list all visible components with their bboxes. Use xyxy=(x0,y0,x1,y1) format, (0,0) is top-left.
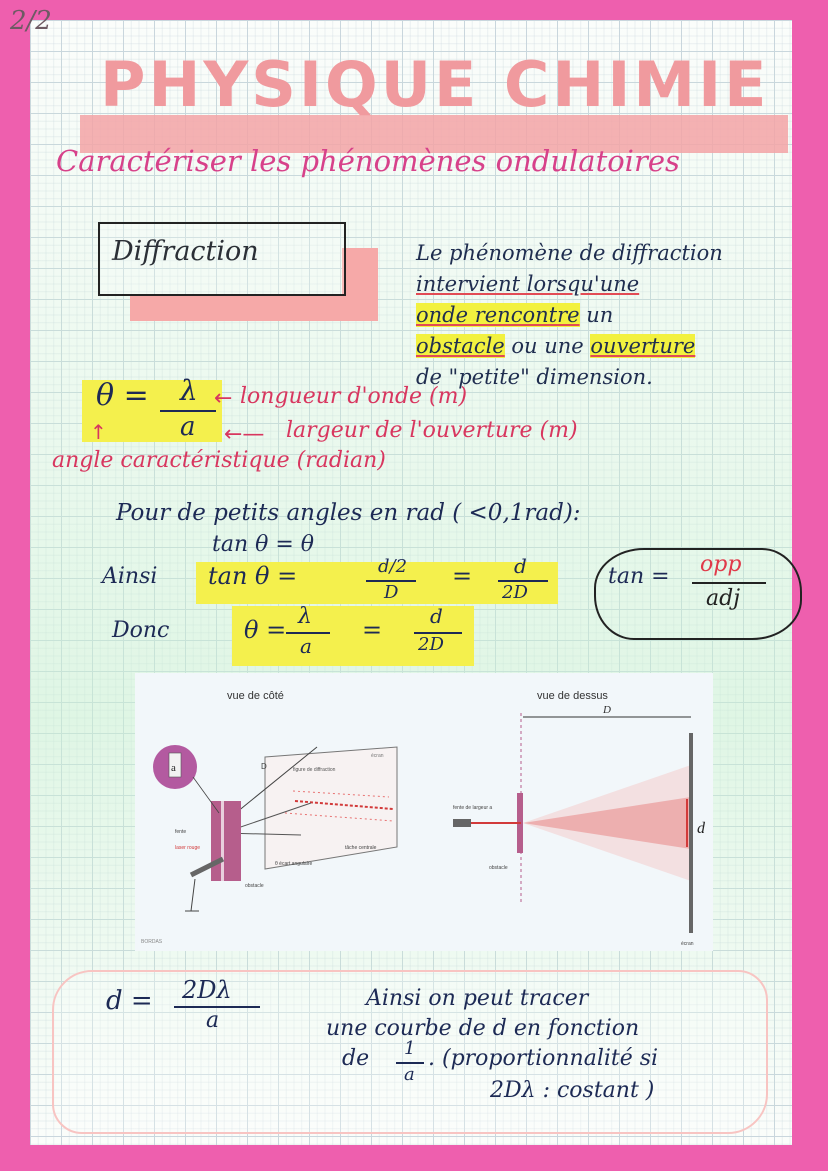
section-box-shadow xyxy=(130,295,378,321)
label-width: largeur de l'ouverture (m) xyxy=(286,418,578,443)
ainsi-frac1-den: D xyxy=(384,582,399,603)
label-wavelength: longueur d'onde (m) xyxy=(240,384,468,409)
definition-line-2: intervient lorsqu'une xyxy=(416,272,640,296)
formula-a: a xyxy=(180,412,196,442)
bottom-one: 1 xyxy=(404,1038,416,1059)
cloud-adj: adj xyxy=(706,586,741,611)
top-screen xyxy=(689,733,693,933)
credit-label: BORDAS xyxy=(141,939,163,945)
top-ecran-label: écran xyxy=(681,941,694,947)
section-box-side xyxy=(342,248,378,295)
top-view-title: vue de dessus xyxy=(537,690,608,702)
donc-label: Donc xyxy=(112,618,170,643)
bottom-line-3: . (proportionnalité si xyxy=(428,1046,659,1071)
ainsi-label: Ainsi xyxy=(102,564,158,589)
arrow-up-icon: ↑ xyxy=(90,420,107,444)
donc-a: a xyxy=(300,634,312,658)
ainsi-eq: = xyxy=(452,562,473,590)
ecart-label: θ écart angulaire xyxy=(275,861,313,867)
ainsi-frac1-num: d/2 xyxy=(378,556,408,577)
zoom-pointer xyxy=(193,777,219,813)
definition-line-5: de "petite" dimension. xyxy=(416,365,653,389)
cloud-tan: tan = xyxy=(608,564,670,589)
small-angles-text: Pour de petits angles en rad ( <0,1rad): xyxy=(116,500,581,526)
page-number: 2/2 xyxy=(10,6,52,36)
diffraction-figure xyxy=(135,673,713,951)
definition-un: un xyxy=(579,303,614,327)
side-figure-label: figure de diffraction xyxy=(293,767,336,773)
definition-line-4 xyxy=(416,331,816,362)
top-d-label: d xyxy=(697,820,705,837)
bottom-de: de xyxy=(342,1046,370,1071)
top-laser xyxy=(453,819,471,827)
arrow-icon: ←— xyxy=(224,422,265,447)
definition-ou-une: ou une xyxy=(504,334,591,358)
bottom-line-1: Ainsi on peut tracer xyxy=(366,986,589,1011)
definition-line-1: Le phénomène de diffraction xyxy=(416,241,723,265)
slit-zoom-a: a xyxy=(171,762,176,774)
laser-label: laser rouge xyxy=(175,845,201,851)
arrow-icon: ← xyxy=(214,386,233,411)
bottom-a: a xyxy=(404,1064,415,1085)
top-fente-label: fente de largeur a xyxy=(453,805,493,811)
diffraction-diagram xyxy=(135,673,713,951)
page-title: PHYSIQUE CHIMIE xyxy=(100,48,770,121)
page-subtitle: Caractériser les phénomènes ondulatoires xyxy=(56,144,680,178)
tache-label: tâche centrale xyxy=(345,845,377,851)
definition-line-3 xyxy=(416,300,816,331)
label-angle: angle caractéristique (radian) xyxy=(52,448,386,473)
formula-theta: θ = xyxy=(96,378,149,413)
donc-frac2-den: 2D xyxy=(418,634,444,655)
bottom-d-eq: d = xyxy=(106,986,153,1016)
section-title: Diffraction xyxy=(112,236,259,267)
slit-plate xyxy=(211,801,241,881)
highlight-onde-rencontre: onde rencontre xyxy=(416,303,580,327)
top-obstacle-label: obstacle xyxy=(489,865,508,871)
cloud-fraction-bar xyxy=(692,582,766,584)
bottom-denominator: a xyxy=(206,1008,220,1033)
bottom-line-4: 2Dλ : costant ) xyxy=(490,1078,655,1103)
tan-definition-cloud xyxy=(594,548,802,640)
donc-frac2-num: d xyxy=(430,604,443,628)
bottom-line-2: une courbe de d en fonction xyxy=(326,1016,640,1041)
donc-theta: θ = xyxy=(244,616,287,644)
side-D-label: D xyxy=(261,762,267,771)
highlight-obstacle: obstacle xyxy=(416,334,505,358)
ainsi-frac2-num: d xyxy=(514,554,527,578)
formula-lambda: λ xyxy=(180,374,198,407)
top-D-label: D xyxy=(603,704,611,716)
fente-label: fente xyxy=(175,829,187,835)
ainsi-frac2-den: 2D xyxy=(502,582,528,603)
slit-opening xyxy=(221,801,224,881)
cloud-opp: opp xyxy=(700,552,742,577)
approx-text: tan θ = θ xyxy=(212,532,315,557)
side-obstacle-label: obstacle xyxy=(245,883,264,889)
laser-stand xyxy=(191,879,195,911)
donc-eq: = xyxy=(362,616,383,644)
side-view-title: vue de côté xyxy=(227,690,284,702)
definition-text xyxy=(416,238,816,393)
donc-lambda: λ xyxy=(298,604,312,629)
highlight-ouverture: ouverture xyxy=(590,334,696,358)
side-ecran-label: écran xyxy=(371,753,384,759)
ainsi-expr: tan θ = xyxy=(208,562,298,590)
bottom-numerator: 2Dλ xyxy=(182,976,232,1004)
